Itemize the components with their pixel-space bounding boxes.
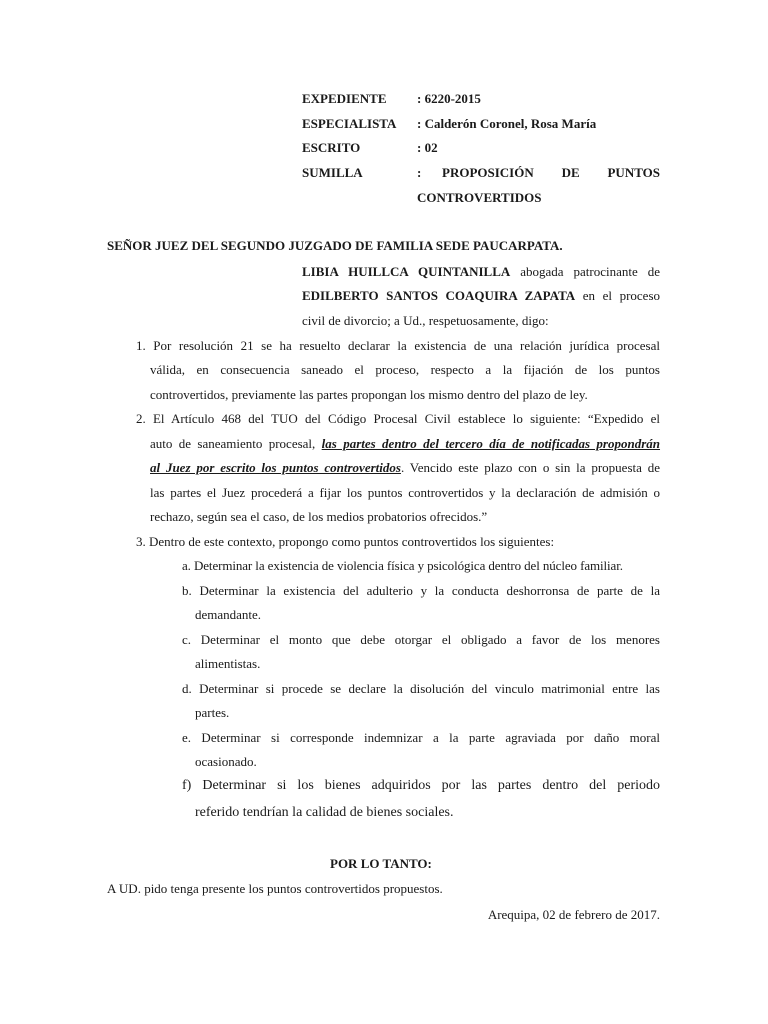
subitem-e-line2: ocasionado. xyxy=(195,754,257,769)
item2-line5: rechazo, según sea el caso, de los medios probatorios ofrecidos.” xyxy=(150,509,488,524)
especialista-value: : Calderón Coronel, Rosa María xyxy=(417,116,597,131)
intro-line1-rest: abogada patrocinante de xyxy=(520,264,661,279)
escrito-value: : 02 xyxy=(417,140,438,155)
especialista-label: ESPECIALISTA xyxy=(302,116,397,131)
sumilla-colon: : xyxy=(417,165,422,180)
item2-line4: las partes el Juez procederá a fijar los puntos controvertidos y la declaración de admisión o xyxy=(150,485,660,500)
client-attorney-name: LIBIA HUILLCA QUINTANILLA xyxy=(302,264,511,279)
item2-line3-b: . Vencido este plazo con o sin la propuesta de xyxy=(400,460,660,475)
sumilla-line2: CONTROVERTIDOS xyxy=(417,190,542,205)
subitem-f-line1: f) Determinar si los bienes adquiridos por las partes dentro del periodo xyxy=(182,778,660,793)
item2-line3 xyxy=(150,460,660,476)
subitem-f-line2: referido tendrían la calidad de bienes sociales. xyxy=(195,805,454,820)
subitem-e-line1: e. Determinar si corresponde indemnizar a la parte agraviada por daño moral xyxy=(182,730,660,745)
item1-line2: válida, en consecuencia saneado el proceso, respecto a la fijación de los puntos xyxy=(150,362,660,377)
intro-line2-rest: en el proceso xyxy=(582,288,660,303)
item2-line2-a: auto de saneamiento procesal, xyxy=(150,436,316,451)
escrito-label: ESCRITO xyxy=(302,140,361,155)
subitem-c-line1: c. Determinar el monto que debe otorgar el obligado a favor de los menores xyxy=(182,632,660,647)
place-date: Arequipa, 02 de febrero de 2017. xyxy=(487,907,660,922)
expediente-label: EXPEDIENTE xyxy=(302,91,387,106)
item2-quote-emphasis-cont: al Juez por escrito los puntos controvertidos xyxy=(150,460,401,475)
client-name: EDILBERTO SANTOS COAQUIRA ZAPATA xyxy=(302,288,576,303)
closing-request: A UD. pido tenga presente los puntos controvertidos propuestos. xyxy=(107,881,443,896)
intro-line2 xyxy=(302,288,660,304)
item2-quote-emphasis: las partes dentro del tercero día de notificadas propondrán xyxy=(321,436,661,451)
intro-line3: civil de divorcio; a Ud., respetuosamente, digo: xyxy=(302,313,549,328)
subitem-d-line2: partes. xyxy=(195,705,230,720)
subitem-c-line2: alimentistas. xyxy=(195,656,261,671)
sumilla-line1: PROPOSICIÓN DE PUNTOS xyxy=(442,165,660,180)
subitem-d-line1: d. Determinar si procede se declare la disolución del vinculo matrimonial entre las xyxy=(182,681,660,696)
por-lo-tanto-heading: POR LO TANTO: xyxy=(330,856,432,871)
addressee: SEÑOR JUEZ DEL SEGUNDO JUZGADO DE FAMILIA SEDE PAUCARPATA. xyxy=(107,238,563,253)
item1-line1: 1. Por resolución 21 se ha resuelto declarar la existencia de una relación jurídica procesal xyxy=(136,338,660,353)
subitem-b-line2: demandante. xyxy=(195,607,262,622)
intro-line1 xyxy=(302,264,660,280)
expediente-value: : 6220-2015 xyxy=(417,91,481,106)
item2-line2 xyxy=(150,436,660,452)
item3-intro: 3. Dentro de este contexto, propongo como puntos controvertidos los siguientes: xyxy=(136,534,555,549)
subitem-b-line1: b. Determinar la existencia del adulterio y la conducta deshorronsa de parte de la xyxy=(182,583,660,598)
sumilla-label: SUMILLA xyxy=(302,165,363,180)
subitem-a: a. Determinar la existencia de violencia física y psicológica dentro del núcleo familiar. xyxy=(182,558,623,573)
item2-line1: 2. El Artículo 468 del TUO del Código Procesal Civil establece lo siguiente: “Expedido el xyxy=(136,411,660,426)
item1-line3: controvertidos, previamente las partes propongan los mismo dentro del plazo de ley. xyxy=(150,387,588,402)
